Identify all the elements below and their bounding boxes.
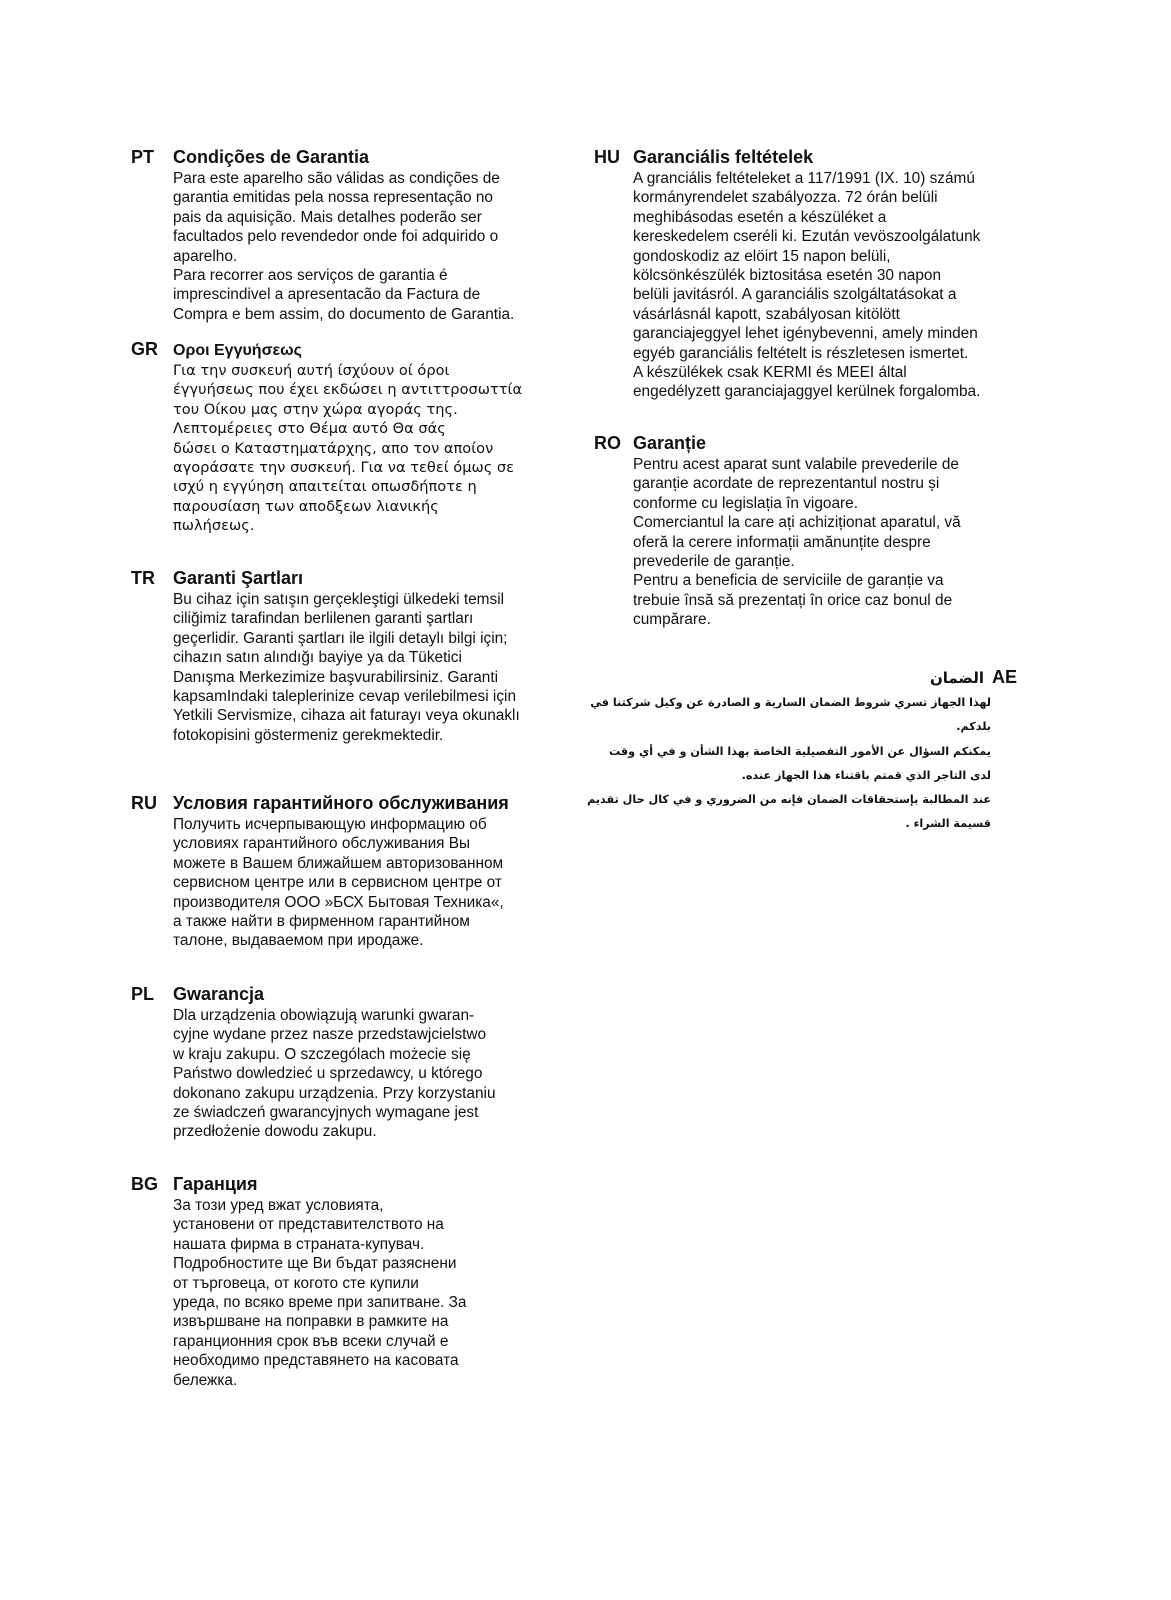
language-code: TR — [131, 568, 155, 588]
section-pl — [131, 984, 496, 1142]
section-body — [173, 1006, 496, 1142]
body-line: Pentru a beneficia de serviciile de garanție va — [633, 572, 944, 590]
section-header — [131, 1174, 466, 1196]
body-line: ισχύ η εγγύηση απαιτείται οπωσδήποτε η — [173, 478, 477, 496]
body-line: vásárlásnál kapott, szabályosan kitölött — [633, 305, 900, 323]
section-header — [131, 793, 509, 815]
body-line: бележка. — [173, 1371, 238, 1389]
body-line: производителя ООО »БСХ Бытовая Техника«, — [173, 893, 504, 911]
language-code: AE — [991, 667, 1017, 687]
section-header — [594, 433, 961, 455]
body-line: Για την συσκευή αυτή ίσχύουν οί όροι — [173, 362, 450, 379]
body-line: A készülékek csak KERMI és MEEI által — [633, 364, 907, 382]
section-body — [587, 691, 991, 837]
body-line: нашата фирма в страната-купувач. — [173, 1235, 425, 1253]
body-line: pais da aquisição. Mais detalhes poderão ser — [173, 208, 482, 226]
body-line: гаранционния срок във всеки случай е — [173, 1332, 449, 1350]
body-line: Подробностите ще Ви бъдат разяснени — [173, 1255, 457, 1273]
body-line: garantia emitidas pela nossa representação no — [173, 189, 493, 207]
body-line: kereskedelem cseréli ki. Ezután vevöszoolgálatunk — [633, 228, 981, 246]
body-line: Bu cihaz için satışın gerçekleştigi ülkedeki temsil — [173, 591, 505, 608]
body-line: meghibásodas esetén a készüléket a — [633, 208, 887, 226]
section-title: Gwarancja — [173, 984, 265, 1004]
body-line: извършване на поправки в рамките на — [173, 1313, 449, 1331]
body-line: kapsamIndaki taleplerinize cevap verilebilmesi için — [173, 688, 517, 706]
section-body — [173, 815, 509, 951]
body-line: Dla urządzenia obowiązują warunki gwaran- — [173, 1007, 475, 1024]
body-line: сервисном центре или в сервисном центре от — [173, 874, 502, 892]
body-line: παρουσίαση των αποδξεων λιανικής — [173, 497, 439, 515]
body-line: от търговеца, от когото сте купили — [173, 1274, 419, 1292]
body-line: За този уред вжат условията, — [173, 1197, 384, 1214]
body-line: قسيمة الشراء . — [905, 817, 991, 831]
body-line: geçerlidir. Garanti şartları ile ilgili detaylı bilgi için; — [173, 629, 508, 647]
body-line: δώσει ο Καταστηματάρχης, απο τον αποίον — [173, 439, 494, 457]
body-line: cihazın satın alındığı bayiye ya da Tüketici — [173, 649, 462, 667]
section-header — [131, 568, 520, 590]
body-line: engedélyzett garanciajaggyel kerülnek forgalomba. — [633, 383, 981, 401]
body-line: Danışma Merkezimize başvurabilirsiniz. Garanti — [173, 668, 499, 686]
body-line: dokonano zakupu urządzenia. Przy korzystaniu — [173, 1084, 496, 1102]
body-line: imprescindivel a apresentacão da Factura de — [173, 286, 481, 304]
body-line: Yetkili Servismize, cihaza ait faturayı veya okunaklı — [173, 707, 520, 725]
section-ae — [587, 667, 1017, 837]
section-body — [173, 590, 520, 745]
body-line: Państwo dowledzieć u sprzedawcy, u którego — [173, 1065, 483, 1083]
body-line: cumpărare. — [633, 611, 711, 629]
body-line: belüli javitásról. A garanciális szolgáltatásokat a — [633, 286, 957, 304]
language-code: BG — [131, 1174, 158, 1194]
body-line: لهذا الجهاز تسري شروط الضمان السارية و الصادرة عن وكيل شركتنا في — [590, 696, 991, 709]
section-title: Garanție — [633, 433, 707, 453]
body-line: facultados pelo revendedor onde foi adquirido o — [173, 228, 499, 246]
section-header — [131, 984, 496, 1006]
body-line: egyéb garanciális feltételt is részletesen ismertet. — [633, 344, 969, 362]
body-line: w kraju zakupu. O szczególach możecie się — [173, 1045, 471, 1063]
body-line: عند المطالبة بإستحقاقات الضمان فإنه من الضروري و في كال حال تقديم — [587, 793, 991, 807]
section-header — [594, 147, 980, 169]
body-line: يمكنكم السؤال عن الأمور التفصيلية الخاصة بهذا الشأن و في أي وقت — [608, 744, 991, 758]
body-line: oferă la cerere informații amănunțite despre — [633, 533, 931, 551]
body-line: garanție acordate de reprezentantul nostru și — [633, 475, 940, 493]
body-line: αγοράσατε την συσκευή. Για να τεθεί όμως σε — [173, 459, 515, 477]
body-line: ze świadczeń gwarancyjnych wymagane jest — [173, 1104, 479, 1122]
section-title: Οροι Εγγυήσεως — [173, 342, 302, 359]
body-line: уреда, по всяко време при запитване. За — [173, 1294, 467, 1312]
section-header — [617, 667, 1017, 691]
language-code: GR — [131, 339, 158, 359]
body-line: Para recorrer aos serviços de garantia é — [173, 267, 448, 285]
section-title: Гаранция — [173, 1174, 258, 1194]
section-body — [173, 169, 514, 324]
body-line: условиях гарантийного обслуживания Вы — [173, 835, 471, 853]
body-line: а также найти в фирменном гарантийном — [173, 913, 470, 931]
body-line: بلدكم. — [956, 720, 991, 734]
section-pt — [131, 147, 514, 324]
body-line: πωλήσεως. — [173, 517, 255, 535]
body-line: gondoskodiz az elöirt 15 napon belüli, — [633, 247, 891, 265]
section-body — [173, 361, 522, 536]
body-line: Para este aparelho são válidas as condições de — [173, 170, 500, 187]
section-ru — [131, 793, 509, 951]
body-line: kölcsönkészülék biztositása esetén 30 napon — [633, 267, 942, 285]
section-body — [633, 169, 980, 402]
body-line: aparelho. — [173, 247, 238, 265]
section-tr — [131, 568, 520, 745]
language-code: PT — [131, 147, 155, 167]
section-header — [131, 147, 514, 169]
section-hu — [594, 147, 980, 402]
body-line: Pentru acest aparat sunt valabile prevederile de — [633, 456, 959, 473]
body-line: можете в Вашем ближайшем авторизованном — [173, 854, 504, 872]
body-line: Comerciantul la care ați achiziționat aparatul, vă — [633, 514, 961, 532]
body-line: cyjne wydane przez nasze przedstawjcielstwo — [173, 1026, 487, 1044]
body-line: لدى التاجر الذي قمتم باقتناء هذا الجهاز عنده. — [741, 768, 991, 782]
body-line: Λεπτομέρειες στο Θέμα αυτό Θα σάς — [173, 420, 446, 438]
section-ro — [594, 433, 961, 630]
body-line: fotokopisini göstermeniz gerekmektedir. — [173, 726, 444, 744]
body-line: przedłożenie dowodu zakupu. — [173, 1123, 377, 1141]
body-line: conforme cu legislația în vigoare. — [633, 494, 858, 512]
section-gr — [131, 339, 522, 536]
body-line: Compra e bem assim, do documento de Garantia. — [173, 305, 515, 323]
body-line: Получить исчерпывающую информацию об — [173, 816, 487, 833]
body-line: установени от представителството на — [173, 1216, 444, 1234]
language-code: PL — [131, 984, 155, 1004]
language-code: HU — [594, 147, 620, 167]
body-line: trebuie însă să prezentați în orice caz bonul de — [633, 591, 953, 609]
body-line: garanciajeggyel lehet igénybevenni, amely minden — [633, 325, 978, 343]
body-line: необходимо представянето на касовата — [173, 1352, 459, 1370]
section-body — [633, 455, 961, 630]
section-title: Condições de Garantia — [173, 147, 370, 167]
language-code: RO — [594, 433, 621, 453]
body-line: kormányrendelet szabályozza. 72 órán belüli — [633, 189, 938, 207]
section-title: Garanti Şartları — [173, 568, 304, 588]
section-title: الضمان — [929, 669, 984, 687]
body-line: ciliğimiz tarafindan berlilenen garanti şartları — [173, 610, 474, 628]
section-title: Garanciális feltételek — [633, 147, 814, 167]
body-line: έγγυήσεως που έχει εκδώσει η αντιττροσωττία — [173, 381, 523, 399]
section-body — [173, 1196, 466, 1390]
body-line: талоне, выдаваемом при иродаже. — [173, 932, 424, 950]
section-header — [131, 339, 522, 361]
body-line: prevederile de garanție. — [633, 553, 795, 571]
body-line: A granciális feltételeket a 117/1991 (IX. 10) számú — [633, 170, 975, 187]
section-title: Условия гарантийного обслуживания — [173, 793, 509, 813]
section-bg — [131, 1174, 466, 1390]
language-code: RU — [131, 793, 157, 813]
body-line: του Οίκου μας στην χώρα αγοράς της. — [173, 400, 458, 418]
